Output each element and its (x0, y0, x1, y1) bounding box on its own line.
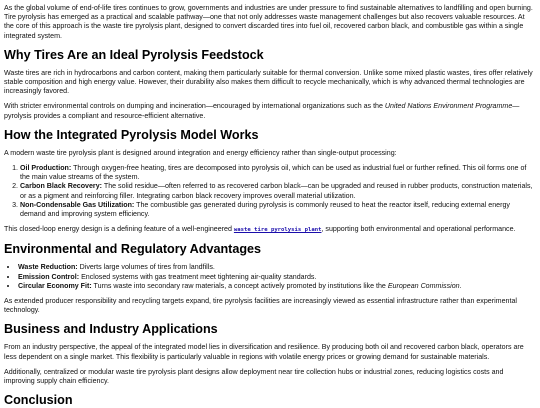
european-commission-name: European Commission (387, 281, 460, 290)
item-text: Turns waste into secondary raw materials, a concept actively promoted by institutions like the (91, 281, 388, 290)
regulation-text-after: —pyrolysis provides a compliant and resource-efficient alternative. (4, 102, 520, 120)
model-intro-paragraph: A modern waste tire pyrolysis plant is designed around integration and energy efficiency rather than single-output processing: (4, 148, 397, 157)
list-item (18, 273, 534, 282)
intro-paragraph: As the global volume of end-of-life tires continues to grow, governments and industries are under pressure to find sustainable alternatives to landfilling and open burning. Tire pyrolysis has emerged as a practical and scalable pathway—one that not only addresses waste management challenges but also recovers valuable resources. At the core of this approach is the waste tire pyrolysis plant, designed to convert discarded tires into fuel oil, recovered carbon black, and combustible gas within a single integrated system. (4, 4, 533, 40)
closed-loop-text-after: , supporting both environmental and operational performance. (321, 225, 516, 234)
item-text: The solid residue—often referred to as recovered carbon black—can be upgraded and reused in rubber products, construction materials, or as a pigment and reinforcing filler. Integrating carbon black recovery improves overall material utilization. (20, 182, 533, 200)
item-text: Diverts large volumes of tires from landfills. (77, 263, 215, 272)
closed-loop-text-before: This closed-loop energy design is a defining feature of a well-engineered (4, 225, 234, 234)
heading-why-tires: Why Tires Are an Ideal Pyrolysis Feedstock (4, 47, 264, 62)
regulation-paragraph (4, 102, 534, 120)
list-item (18, 282, 534, 291)
business-paragraph-2: Additionally, centralized or modular waste tire pyrolysis plant designs allow deployment near tire collection hubs or industrial zones, reducing logistics costs and improving supply chain efficiency. (4, 367, 504, 386)
item-label: Oil Production: (20, 164, 72, 173)
business-paragraph-1: From an industry perspective, the appeal of the integrated model lies in diversification and resilience. By producing both oil and recovered carbon black, operators are less dependent on a single market. This flexibility is particularly valuable in regions with volatile energy prices or growing demand for sustainable materials. (4, 343, 524, 361)
pyrolysis-plant-link[interactable]: waste tire pyrolysis plant (233, 227, 322, 234)
advantages-list (4, 263, 534, 291)
item-text-after: . (459, 281, 462, 290)
regulation-text-before: With stricter environmental controls on dumping and incineration—encouraged by international organizations such as the (4, 102, 385, 111)
item-text: Enclosed systems with gas treatment meet tightening air-quality standards. (79, 272, 317, 281)
process-list (4, 164, 534, 219)
heading-integrated-model: How the Integrated Pyrolysis Model Works (4, 127, 259, 142)
item-text: The combustible gas generated during pyrolysis is commonly reused to heat the reactor itself, reducing external energy demand and improving system efficiency. (20, 200, 510, 219)
feedstock-paragraph: Waste tires are rich in hydrocarbons and carbon content, making them particularly suitable for thermal conversion. Unlike some mixed plastic wastes, tires offer relatively stable composition and high energy value. However, their durability also makes them difficult to recycle mechanically, which is why advanced thermal technologies are increasingly favored. (4, 68, 533, 96)
item-label: Waste Reduction: (18, 263, 78, 272)
heading-business: Business and Industry Applications (4, 322, 218, 337)
item-label: Carbon Black Recovery: (20, 182, 103, 191)
infrastructure-paragraph: As extended producer responsibility and recycling targets expand, tire pyrolysis facilities are increasingly viewed as essential infrastructure rather than experimental technology. (4, 297, 517, 315)
heading-conclusion: Conclusion (4, 393, 73, 408)
unep-name: United Nations Environment Programme (384, 102, 513, 111)
item-label: Non-Condensable Gas Utilization: (20, 200, 135, 209)
item-label: Circular Economy Fit: (18, 281, 92, 290)
list-item (20, 182, 534, 200)
list-item (20, 164, 534, 182)
heading-environmental: Environmental and Regulatory Advantages (4, 242, 262, 257)
item-text: Through oxygen-free heating, tires are decomposed into pyrolysis oil, which can be used as industrial fuel or further refined. This oil forms one of the main value streams of the system. (20, 164, 527, 182)
list-item (18, 263, 534, 272)
item-label: Emission Control: (18, 272, 80, 281)
list-item (20, 201, 534, 219)
closed-loop-paragraph (4, 225, 534, 235)
